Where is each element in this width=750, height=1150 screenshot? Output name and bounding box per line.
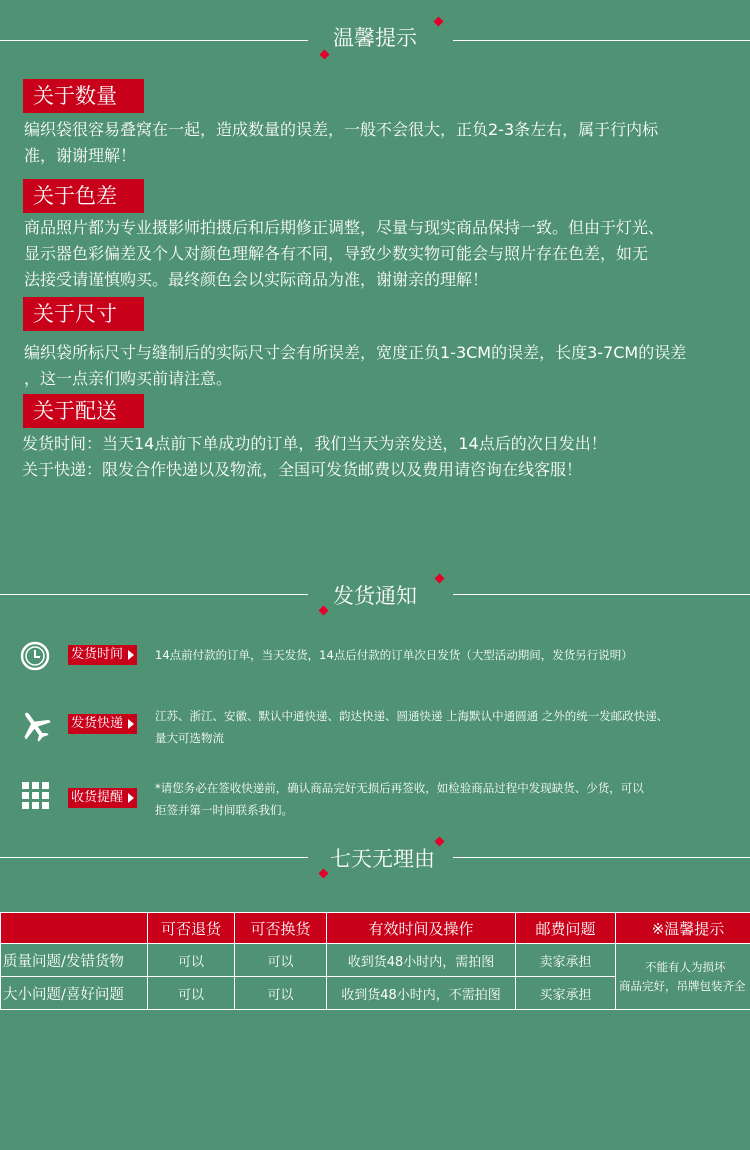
- tip-tag-color: 关于色差: [23, 179, 144, 213]
- table-cell: 可以: [235, 977, 327, 1010]
- section-title-shipping: 发货通知: [333, 584, 417, 608]
- shipping-text-express: [155, 705, 668, 749]
- section-title-tips: 温馨提示: [333, 26, 417, 50]
- note-line: 商品完好，吊牌包装齐全: [619, 978, 746, 993]
- table-row: [1, 944, 750, 977]
- tip-line: 显示器色彩偏差及个人对颜色理解各有不同，导致少数实物可能会与照片存在色差，如无: [24, 244, 649, 263]
- tip-text-size: [24, 340, 740, 392]
- tip-text-quantity: [24, 117, 740, 169]
- table-header-cell: 可否退货: [148, 913, 235, 944]
- diamond-decoration: [435, 574, 445, 584]
- section-header-shipping: [0, 574, 750, 614]
- diamond-decoration: [319, 869, 329, 879]
- table-header-cell: 邮费问题: [516, 913, 616, 944]
- section-header-tips: [0, 20, 750, 60]
- arrow-right-icon: [128, 793, 134, 803]
- tip-line: 准，谢谢理解！: [24, 146, 137, 165]
- tip-line: 商品照片都为专业摄影师拍摄后和后期修正调整，尽量与现实商品保持一致。但由于灯光、: [24, 218, 665, 237]
- table-cell: 收到货48小时内，需拍图: [327, 944, 516, 977]
- table-note-cell: [616, 944, 750, 1010]
- table-cell: 可以: [148, 944, 235, 977]
- shipping-line: 江苏、浙江、安徽、默认中通快递、韵达快递、圆通快递 上海默认中通圆通 之外的统一发邮政快递、: [155, 709, 669, 723]
- shipping-text-receipt: [155, 777, 644, 821]
- note-line: 不能有人为损坏: [645, 959, 726, 974]
- table-cell: 可以: [235, 944, 327, 977]
- tip-tag-quantity: 关于数量: [23, 79, 144, 113]
- tip-line: ，这一点亲们购买前请注意。: [24, 369, 233, 388]
- shipping-line: *请您务必在签收快递前，确认商品完好无损后再签收，如检验商品过程中发现缺货、少货，可以: [155, 781, 644, 795]
- shipping-label-receipt: [68, 788, 137, 808]
- shipping-label-text: 发货时间: [71, 647, 124, 662]
- shipping-line: 拒签并第一时间联系我们。: [155, 803, 293, 817]
- clock-icon: [20, 641, 50, 671]
- shipping-label-express: [68, 714, 137, 734]
- shipping-label-text: 发货快递: [71, 716, 124, 731]
- airplane-icon: [18, 709, 52, 743]
- table-header-cell: 有效时间及操作: [327, 913, 516, 944]
- tip-line: 发货时间：当天14点前下单成功的订单，我们当天为亲发送，14点后的次日发出！: [22, 434, 607, 453]
- table-row-label: 质量问题/发错货物: [1, 944, 148, 977]
- tip-line: 法接受请谨慎购买。最终颜色会以实际商品为准，谢谢亲的理解！: [24, 270, 489, 289]
- tip-text-delivery: [22, 431, 738, 483]
- tip-line: 编织袋很容易叠窝在一起，造成数量的误差，一般不会很大，正负2-3条左右，属于行内标: [24, 120, 659, 139]
- diamond-decoration: [435, 837, 445, 847]
- tip-text-color: [24, 215, 740, 293]
- shipping-text-time: [155, 644, 633, 666]
- diamond-decoration: [319, 606, 329, 616]
- table-header-cell: [1, 913, 148, 944]
- table-header-row: [1, 913, 750, 944]
- tip-tag-size: 关于尺寸: [23, 297, 144, 331]
- table-cell: 卖家承担: [516, 944, 616, 977]
- table-cell: 可以: [148, 977, 235, 1010]
- grid-icon: [21, 781, 51, 811]
- arrow-right-icon: [128, 650, 134, 660]
- tip-tag-delivery: 关于配送: [23, 394, 144, 428]
- table-row-label: 大小问题/喜好问题: [1, 977, 148, 1010]
- tip-line: 关于快递：限发合作快递以及物流，全国可发货邮费以及费用请咨询在线客服！: [22, 460, 583, 479]
- table-cell: 买家承担: [516, 977, 616, 1010]
- section-title-return: 七天无理由: [330, 847, 435, 871]
- shipping-line: 14点前付款的订单，当天发货，14点后付款的订单次日发货（大型活动期间，发货另行说明）: [155, 648, 633, 662]
- divider-right: [453, 594, 750, 595]
- divider-left: [0, 857, 308, 858]
- divider-left: [0, 40, 308, 41]
- divider-right: [453, 40, 750, 41]
- table-header-cell: ※温馨提示: [616, 913, 750, 944]
- shipping-label-time: [68, 645, 137, 665]
- divider-right: [453, 857, 750, 858]
- divider-left: [0, 594, 308, 595]
- tip-line: 编织袋所标尺寸与缝制后的实际尺寸会有所误差，宽度正负1-3CM的误差，长度3-7CM的误差: [24, 343, 687, 362]
- shipping-label-text: 收货提醒: [71, 790, 124, 805]
- arrow-right-icon: [128, 719, 134, 729]
- section-header-return: [0, 837, 750, 877]
- diamond-decoration: [434, 17, 444, 27]
- return-policy-table: [0, 912, 750, 1010]
- table-header-cell: 可否换货: [235, 913, 327, 944]
- diamond-decoration: [320, 50, 330, 60]
- shipping-line: 量大可选物流: [155, 731, 224, 745]
- table-cell: 收到货48小时内，不需拍图: [327, 977, 516, 1010]
